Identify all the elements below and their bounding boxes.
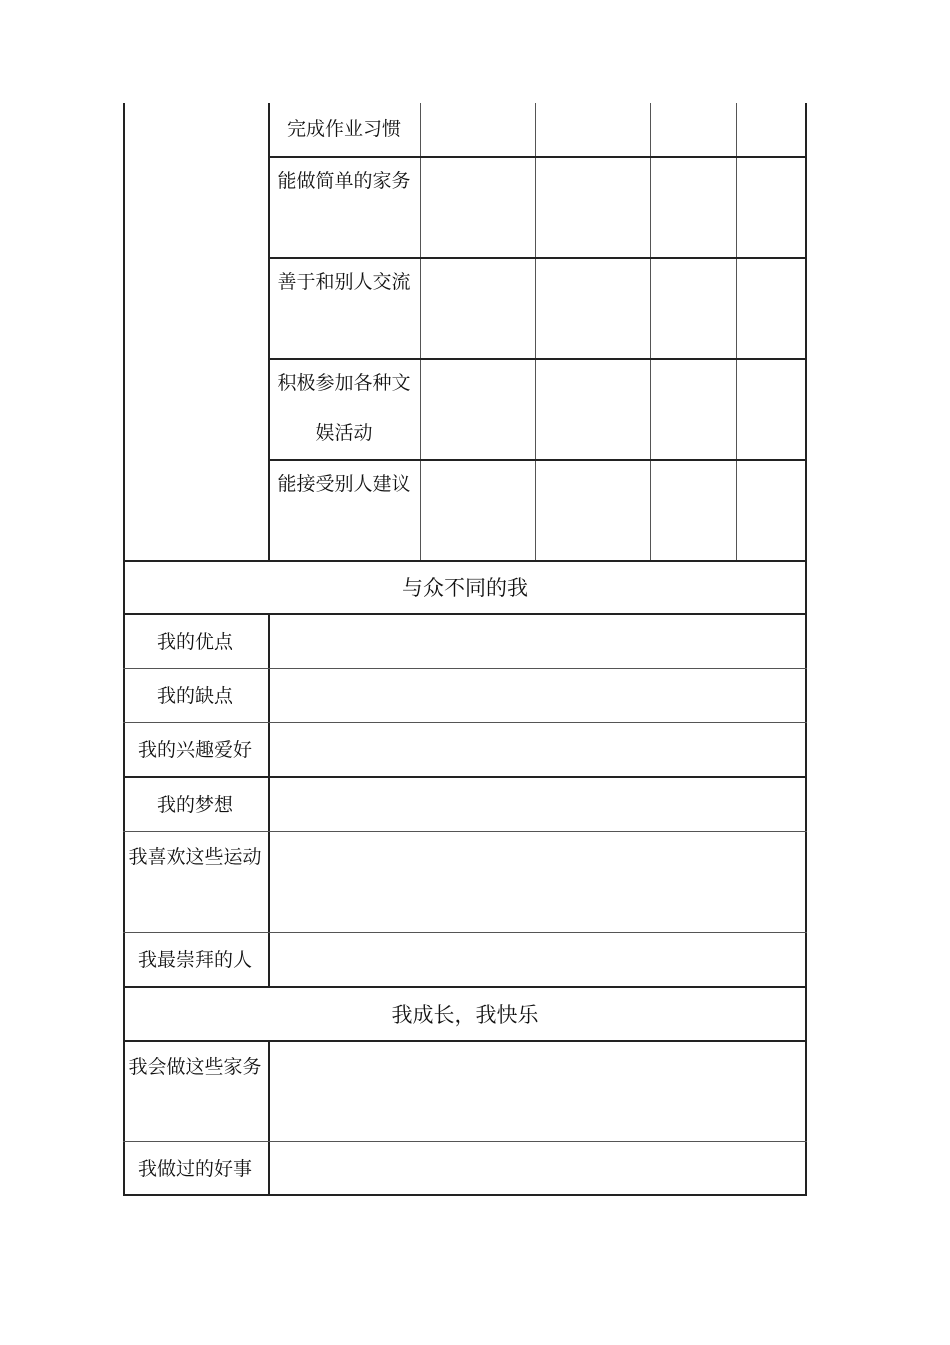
grid-col-line-5	[736, 103, 737, 562]
section-growth-top-line	[123, 986, 807, 988]
unique-value-hobbies[interactable]	[272, 723, 802, 775]
unique-label-sports: 我喜欢这些运动	[128, 846, 262, 868]
growth-value-chores[interactable]	[272, 1042, 802, 1140]
growth-label-chores: 我会做这些家务	[128, 1056, 262, 1078]
unique-label-idol: 我最崇拜的人	[137, 949, 252, 971]
unique-value-strengths[interactable]	[272, 615, 802, 667]
behavior-label-3: 善于和别人交流	[277, 271, 411, 293]
unique-value-weaknesses[interactable]	[272, 669, 802, 721]
unique-label-dream: 我的梦想	[156, 794, 233, 816]
behavior-label-1: 完成作业习惯	[286, 118, 401, 140]
unique-value-dream[interactable]	[272, 778, 802, 830]
growth-label-good-deeds: 我做过的好事	[137, 1158, 252, 1180]
grid-col-line-1	[268, 103, 270, 562]
section-unique-title: 与众不同的我	[402, 576, 528, 600]
behavior-label-4: 积极参加各种文娱活动	[277, 372, 411, 444]
growth-col-divider	[268, 1040, 270, 1196]
lower-col-divider	[268, 613, 270, 987]
behavior-label-2: 能做简单的家务	[277, 170, 411, 192]
grid-col-line-4	[650, 103, 651, 562]
unique-label-strengths: 我的优点	[156, 631, 233, 653]
unique-label-weaknesses: 我的缺点	[156, 685, 233, 707]
behavior-label-5: 能接受别人建议	[277, 473, 411, 495]
unique-label-hobbies: 我的兴趣爱好	[137, 739, 252, 761]
growth-value-good-deeds[interactable]	[272, 1142, 802, 1193]
grid-col-line-3	[535, 103, 536, 562]
table-border-right	[805, 103, 807, 1196]
unique-value-idol[interactable]	[272, 933, 802, 985]
grid-col-line-2	[420, 103, 421, 562]
unique-value-sports[interactable]	[272, 832, 802, 931]
section-growth-title: 我成长，我快乐	[391, 1003, 539, 1027]
